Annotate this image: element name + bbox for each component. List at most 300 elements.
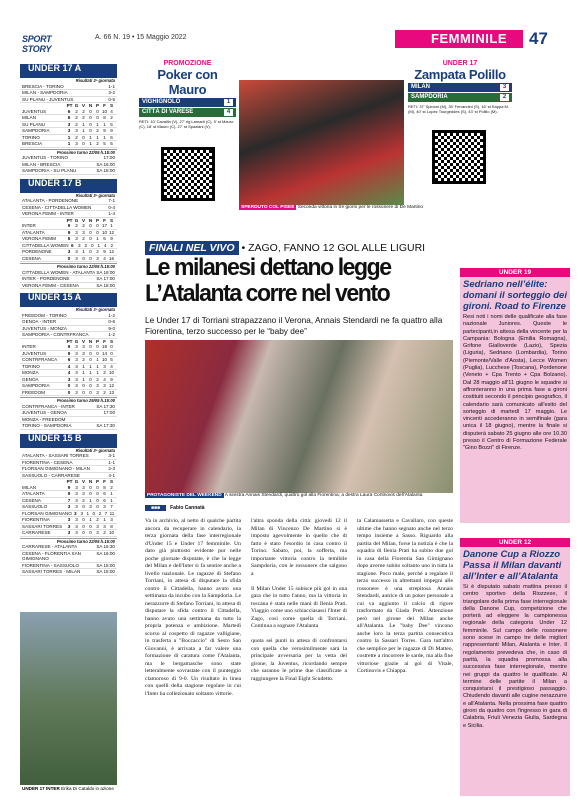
table-cell: 0 bbox=[96, 497, 99, 503]
table-cell: 0 bbox=[96, 108, 99, 114]
table-cell: 0 bbox=[67, 255, 71, 261]
table-cell: VERONA FEMM bbox=[22, 236, 56, 241]
table-cell: 0 bbox=[89, 376, 92, 382]
table-cell: 3 bbox=[75, 497, 78, 503]
table-cell: 9 bbox=[110, 376, 113, 382]
score: 2-3 bbox=[108, 466, 115, 471]
table-cell: 1 bbox=[82, 370, 85, 375]
header-cell: F bbox=[103, 217, 106, 223]
team-name: SAMPDORIA bbox=[411, 94, 448, 100]
table-cell: 9 bbox=[103, 128, 106, 133]
table-cell: CESENA bbox=[22, 255, 41, 261]
header-cell: N bbox=[88, 338, 93, 344]
match: CESENA - CITTADELLA WOMEN bbox=[22, 204, 92, 210]
table-cell: 9 bbox=[110, 236, 113, 241]
match: VERONA FEMM - INTER bbox=[22, 211, 74, 216]
table-row bbox=[20, 141, 117, 148]
top-photo-caption bbox=[239, 205, 569, 210]
table-cell: 0 bbox=[96, 229, 99, 235]
table-cell: 0 bbox=[89, 121, 92, 127]
team-score: 1 bbox=[224, 99, 233, 106]
fixture-row bbox=[20, 283, 117, 290]
fixture-row bbox=[20, 551, 117, 563]
table-cell: 5 bbox=[110, 357, 113, 362]
qr-code-icon[interactable] bbox=[161, 147, 215, 201]
table-cell: 10 bbox=[108, 530, 115, 535]
score: 1-2 bbox=[108, 312, 115, 318]
table-cell: 9 bbox=[67, 484, 71, 490]
table-cell: 7 bbox=[67, 497, 71, 503]
table-cell: 3 bbox=[75, 363, 78, 369]
table-cell: 0 bbox=[82, 530, 85, 535]
table-cell: 1 bbox=[67, 134, 71, 140]
match: JUVENTUS - MONZA bbox=[22, 325, 67, 331]
promo-title: Poker con Mauro bbox=[157, 67, 218, 97]
table-cell: 0 bbox=[110, 350, 113, 356]
table-cell: 3 bbox=[67, 504, 71, 509]
article-body-col3: ta Calamassetta e Cavallaro, con queste ultime che hanno segnato anche nel terzo tempo insieme a Sasso. Riguardo alla partita del Milan, forse la notizia è che la squadra di Ilenia Prati ha subito due gol in casa della Florentia San Gimignano dopo averne subito soltanto uno in tutta la stagione. Poco male, perché a regalare il terzo successo in altrettanti impegni alle rossonere è una strepitosa Annais Stendardi, autrice di un poker personale a cui va aggiunto il calcio di rigore trasformato da Giada Preti. Attenzione però nel girone del Milan anche all'Atalanta. Le "baby Dee" vincono anche loro la terza partita consecutiva contro la Sassari Torres. Gara tutt'altro che semplice per le ragazze di Di Matteo, costrette a rincorrere le sarde, ma alla fine vittoriose grazie ai gol di Vitale, Cortinovis e Chiappa. bbox=[357, 518, 453, 674]
header-cell: F bbox=[103, 103, 106, 108]
match: CONTRFRANCA - INTER bbox=[22, 403, 75, 409]
match: INTER - PORDENONE bbox=[22, 276, 70, 281]
next-round-label: Prossimo turno 29/05 h.15:00 bbox=[20, 397, 117, 404]
table-cell: 6 bbox=[67, 236, 71, 241]
promo-tag: PROMOZIONE bbox=[163, 60, 212, 67]
table-cell: 3 bbox=[75, 236, 78, 241]
caption-text: Erika Di Cataldo in azione bbox=[61, 786, 114, 791]
table-cell: 2 bbox=[75, 223, 78, 228]
table-cell: 2 bbox=[103, 370, 106, 375]
table-cell: 1 bbox=[82, 128, 85, 133]
player-photo-caption bbox=[20, 785, 117, 792]
table-cell: 0 bbox=[89, 128, 92, 133]
team-score: 3 bbox=[500, 84, 509, 91]
table-cell: 7 bbox=[110, 504, 113, 509]
match: SU PLANU - JUVENTUS bbox=[22, 96, 74, 102]
group-title: UNDER 17 B bbox=[20, 179, 117, 193]
match: CITTADELLA WOMEN - ATALANTA bbox=[22, 269, 96, 275]
table-cell: 9 bbox=[67, 223, 71, 228]
table-row bbox=[20, 530, 117, 537]
table-cell: 0 bbox=[92, 510, 96, 516]
article-photo-caption bbox=[145, 493, 453, 498]
table-cell: 2 bbox=[96, 249, 99, 254]
header-cell: V bbox=[81, 338, 86, 344]
table-cell: 6 bbox=[110, 134, 113, 140]
match: ATALANTA - SASSARI TORRES bbox=[22, 453, 89, 458]
table-cell: 5 bbox=[110, 141, 113, 146]
table-cell: 6 bbox=[71, 242, 74, 248]
header-cell: N bbox=[88, 217, 93, 223]
kickoff: SA 16:00 bbox=[96, 550, 115, 556]
table-cell: SAMPDORIA bbox=[22, 383, 50, 388]
table-cell: 3 bbox=[67, 249, 71, 254]
table-cell: 0 bbox=[89, 229, 92, 235]
table-cell: 10 bbox=[108, 370, 115, 375]
table-cell: 0 bbox=[82, 255, 85, 261]
author-name: Fabio Cannatà bbox=[170, 505, 205, 511]
table-cell: 6 bbox=[103, 491, 106, 496]
table-cell: 3 bbox=[75, 344, 78, 349]
table-cell: MONZA bbox=[22, 370, 39, 375]
table-cell: 0 bbox=[91, 242, 94, 248]
table-cell: MILAN bbox=[22, 484, 37, 490]
table-cell: 1 bbox=[89, 134, 92, 140]
header-cell: V bbox=[81, 103, 86, 108]
table-cell: 9 bbox=[67, 229, 71, 235]
table-cell: 3 bbox=[75, 484, 78, 490]
match: TORINO - SAMPDORIA bbox=[22, 423, 72, 428]
table-cell: 9 bbox=[67, 350, 71, 356]
header-cell: P bbox=[95, 103, 100, 108]
team-name: VIGHIGNOLO bbox=[142, 99, 181, 105]
table-cell: 3 bbox=[75, 504, 78, 509]
table-cell: 2 bbox=[96, 517, 99, 522]
table-cell: 2 bbox=[84, 242, 88, 248]
table-cell: 0 bbox=[82, 389, 85, 395]
table-cell: 1 bbox=[96, 134, 99, 140]
table-cell: 12 bbox=[108, 249, 115, 254]
table-cell: 2 bbox=[82, 357, 85, 362]
match: FIORENTINA - SASSUOLO bbox=[22, 562, 79, 568]
header-cell: PT bbox=[66, 103, 73, 108]
group-title: UNDER 17 A bbox=[20, 64, 117, 78]
score: 0-5 bbox=[108, 96, 115, 102]
header-cell: S bbox=[109, 338, 114, 344]
table-cell: 3 bbox=[80, 510, 83, 516]
table-cell: 2 bbox=[96, 141, 99, 146]
table-cell: 3 bbox=[75, 517, 78, 522]
table-cell: 4 bbox=[104, 242, 107, 248]
kickoff: SA 17:30 bbox=[96, 403, 115, 409]
table-cell: 3 bbox=[75, 370, 78, 375]
table-cell: CONTRFRANCA bbox=[22, 357, 58, 362]
match: MONZA - FREEDOM bbox=[22, 416, 66, 422]
table-cell: 3 bbox=[103, 363, 106, 369]
table-cell: SAMPDORIA bbox=[22, 128, 50, 133]
table-cell: 3 bbox=[75, 389, 78, 395]
table-cell: FIORENTINA bbox=[22, 517, 50, 522]
table-cell: 1 bbox=[96, 121, 99, 127]
table-cell: 2 bbox=[82, 108, 85, 114]
header-cell: P bbox=[95, 479, 100, 484]
kickoff: 17:00 bbox=[103, 155, 115, 160]
score-row-2 bbox=[408, 93, 512, 102]
table-cell: 2 bbox=[75, 108, 78, 114]
section-title: FEMMINILE bbox=[395, 30, 523, 48]
table-cell: 3 bbox=[67, 121, 71, 127]
table-cell: SASSUOLO bbox=[22, 504, 48, 509]
article-kicker bbox=[145, 242, 445, 254]
header-cell: S bbox=[109, 217, 114, 223]
table-cell: 1 bbox=[103, 134, 106, 140]
table-cell: 1 bbox=[97, 242, 101, 248]
next-round-label: Prossimo turno 22/05 h.15:00 bbox=[20, 149, 117, 156]
sidebar-body: Si è disputato sabato mattina presso il centro sportivo della Riozzese, il triangolare della prima fase interregionale della Danone Cup, competizione che porterà ad eleggere la campionessa regionale della categoria Under 12 femminile. Sul campo delle rossonere sono scese in campo tre delle migliori rappresentanti Milan, Atalanta e Inter. Il regolamento prevedeva che, in caso di parità, la squadra promossa alla successiva fase interregionale, mentre nei gruppi da quattro le qualificate. Al termine delle partite il Milan a conquistarsi il prestigioso passaggio. Chiudendo davanti alle cugine nerazzurre e all'Atalanta. Nella prossima fase quattro gironi da quattro con l'ingresso in gara di Calabria, Friuli Venezia Giulia, Sardegna e Sicilia. bbox=[463, 584, 567, 729]
table-cell: 4 bbox=[110, 108, 113, 114]
sidebar-box-under19 bbox=[460, 268, 570, 523]
match: SAMPDORIA - SU PLANU bbox=[22, 168, 77, 173]
page-number: 47 bbox=[529, 29, 548, 48]
promo-box-promozione bbox=[139, 60, 236, 220]
table-cell: 1 bbox=[89, 370, 92, 375]
match: JUVENTUS - TORINO bbox=[22, 155, 69, 160]
table-cell: 1 bbox=[103, 517, 106, 522]
table-cell: TORINO bbox=[22, 134, 40, 140]
table-cell: 2 bbox=[103, 389, 106, 395]
table-cell: 3 bbox=[103, 523, 106, 529]
caption-text: Seconda vittoria in tre giorni per le rossonere di De Martino bbox=[297, 205, 424, 210]
issue-info: A. 66 N. 19 • 15 Maggio 2022 bbox=[95, 34, 187, 41]
table-cell: 19 bbox=[101, 344, 108, 349]
article-headline: Le milanesi dettano legge L’Atalanta corre nel vento bbox=[145, 254, 391, 307]
table-cell: CESENA bbox=[22, 497, 41, 503]
match: FREEDOM - TORINO bbox=[22, 312, 67, 318]
group-title: UNDER 15 A bbox=[20, 293, 117, 307]
table-cell: 3 bbox=[75, 141, 78, 146]
header-cell: F bbox=[103, 338, 106, 344]
table-cell: 0 bbox=[82, 383, 85, 388]
table-cell: 0 bbox=[96, 223, 99, 228]
table-cell: 3 bbox=[67, 128, 71, 133]
table-cell: 6 bbox=[67, 108, 71, 114]
table-cell: 9 bbox=[67, 344, 71, 349]
table-cell: 9 bbox=[67, 491, 71, 496]
table-cell: 3 bbox=[75, 229, 78, 235]
article-body-col2: l'altra sponda della città: giovedì 12 il Milan di Vincenzo De Martino si è imposto agevolmente in quello che di fatto è stato l'esordio in casa contro il Torino. Sabato, poi, la sofferta, ma importante vittoria contro la temibile Sampdoria, con le rossonere che salgono a Il Milan Under 15 subisce più gol in una gara che in tutto l'anno, ma la vittoria in toscana è stata nelle mani di Ilenia Prati. Viaggio come uno schiacciasassi l'Inter di Zago, così come quella di Torriani. Continua a sognare l'Atalanta quota sei punti in attesa di confrontarsi con quella che verosimilmente sarà la principale avversaria per la vetta del girone, la Juventus, ricordando sempre che saranno le prime due classificate a raggiungere la Final Eight Scudetto. bbox=[251, 518, 347, 682]
table-cell: 0 bbox=[89, 383, 92, 388]
table-cell: 6 bbox=[103, 497, 106, 503]
table-cell: 1 bbox=[67, 141, 71, 146]
match: VERONA FEMM - CESENA bbox=[22, 282, 79, 288]
table-cell: 9 bbox=[110, 128, 113, 133]
team-celebration-photo bbox=[239, 80, 404, 205]
kickoff: SA 15:00 bbox=[96, 562, 115, 568]
header-cell: V bbox=[81, 479, 86, 484]
table-cell: FREEDOM bbox=[22, 389, 45, 395]
sidebar-box-under12 bbox=[460, 538, 570, 796]
table-cell: 2 bbox=[98, 510, 102, 516]
table-cell: TORINO bbox=[22, 363, 40, 369]
table-cell: 0 bbox=[89, 357, 92, 362]
promo-box-under17 bbox=[408, 60, 512, 220]
table-cell: FLORSAN GIMIGNANO bbox=[22, 510, 72, 516]
byline-bar: ■■■ bbox=[145, 505, 166, 511]
table-cell: 11 bbox=[109, 510, 115, 516]
kickoff: SA 16:30 bbox=[96, 544, 115, 549]
results-label: Risultati 3ª giornata bbox=[75, 447, 115, 453]
table-cell: 0 bbox=[89, 249, 92, 254]
match: SASSARI TORRES - MILAN bbox=[22, 569, 81, 574]
fixture-row bbox=[20, 423, 117, 430]
score: 3-2 bbox=[108, 90, 115, 95]
table-cell: 0 bbox=[67, 383, 71, 388]
table-cell: 2 bbox=[75, 115, 78, 120]
table-cell: 0 bbox=[96, 344, 99, 349]
table-cell: 2 bbox=[82, 223, 85, 228]
table-cell: 2 bbox=[82, 236, 85, 241]
table-cell: 3 bbox=[67, 523, 71, 529]
table-cell: 1 bbox=[89, 363, 92, 369]
score: 0-6 bbox=[108, 319, 115, 324]
goal-scorers: RETI: 37' Spinoni (M), 39' Ferrannini (S), 16' st Kappa M. (M), 40' st Lopez Tourgeddes (S), 43' st Polillo (M). bbox=[408, 104, 509, 114]
header-cell: G bbox=[74, 103, 79, 108]
caption-tag: SPERDUTO COL PISEE bbox=[241, 205, 295, 210]
table-cell: 0 bbox=[82, 141, 85, 146]
header-cell: G bbox=[74, 479, 79, 484]
table-cell: 3 bbox=[103, 383, 106, 388]
sidebar-tag: UNDER 12 bbox=[460, 538, 570, 547]
table-cell: 0 bbox=[89, 115, 92, 120]
table-cell: 7 bbox=[104, 510, 108, 516]
table-cell: 0 bbox=[82, 504, 85, 509]
table-cell: 0 bbox=[96, 491, 99, 496]
header-cell: P bbox=[95, 338, 100, 344]
qr-code-icon[interactable] bbox=[432, 130, 486, 184]
score: 1-1 bbox=[108, 459, 115, 465]
table-cell: 1 bbox=[89, 141, 92, 146]
table-cell: 6 bbox=[67, 357, 71, 362]
table-cell: 3 bbox=[75, 128, 78, 133]
score: 1-4 bbox=[108, 211, 115, 216]
table-cell: 3 bbox=[96, 523, 99, 529]
match: GENOA - INTER bbox=[22, 319, 57, 324]
table-cell: 1 bbox=[82, 249, 85, 254]
table-cell: 16 bbox=[108, 255, 115, 261]
match: CESENA - FLORENTIA SAN GIMIGNANO bbox=[22, 550, 81, 561]
table-cell: 3 bbox=[89, 504, 92, 509]
table-cell: 8 bbox=[103, 115, 106, 120]
table-cell: 0 bbox=[89, 491, 92, 496]
sidebar-title: Sedriano nell’élite: domani il sorteggio dei gironi. Road to Firenze bbox=[463, 279, 567, 312]
table-cell: INTER bbox=[22, 344, 36, 349]
table-cell: 2 bbox=[82, 115, 85, 120]
table-cell: 3 bbox=[96, 530, 99, 535]
kickoff: SA 15:00 bbox=[96, 168, 115, 173]
table-cell: 0 bbox=[96, 484, 99, 490]
masthead-logo: SPORT STORY bbox=[22, 34, 52, 54]
team-score: 2 bbox=[500, 94, 509, 101]
table-cell: CITTADELLA WOMEN bbox=[22, 242, 69, 248]
table-cell: 12 bbox=[108, 229, 115, 235]
promo-tag: UNDER 17 bbox=[442, 60, 478, 67]
table-cell: 3 bbox=[82, 484, 85, 490]
table-cell: SASSARI TORRES bbox=[22, 523, 63, 529]
table-cell: JUVENTUS bbox=[22, 350, 47, 356]
table-cell: 2 bbox=[110, 115, 113, 120]
table-cell: 2 bbox=[75, 134, 78, 140]
match: MILAN - SAMPDORIA bbox=[22, 90, 68, 95]
table-cell: 0 bbox=[89, 236, 92, 241]
table-cell: 3 bbox=[82, 491, 85, 496]
table-cell: 9 bbox=[103, 249, 106, 254]
kickoff: 17:00 bbox=[103, 410, 115, 415]
table-cell: 1 bbox=[96, 363, 99, 369]
table-cell: 0 bbox=[96, 115, 99, 120]
results-label: Risultati 3ª giornata bbox=[75, 192, 115, 198]
score: 1-1 bbox=[108, 83, 115, 89]
team-name: CITTÀ DI VARESE bbox=[142, 109, 194, 115]
table-cell: 1 bbox=[103, 121, 106, 127]
score: 9-0 bbox=[108, 325, 115, 331]
table-cell: 0 bbox=[96, 350, 99, 356]
table-cell: 1 bbox=[96, 236, 99, 241]
article-byline bbox=[145, 505, 205, 511]
header-cell: N bbox=[88, 103, 93, 108]
table-cell: 13 bbox=[108, 389, 115, 395]
table-cell: 1 bbox=[86, 510, 90, 516]
table-cell: 17 bbox=[101, 223, 108, 228]
promo-title: Zampata Polillo bbox=[414, 67, 506, 82]
score-row-1 bbox=[139, 98, 236, 107]
table-cell: 3 bbox=[67, 376, 71, 382]
match: FLORSAN GIMIGNANO - MILAN bbox=[22, 466, 90, 471]
table-cell: 1 bbox=[96, 357, 99, 362]
table-cell: 10 bbox=[101, 229, 108, 235]
table-cell: 0 bbox=[89, 484, 92, 490]
kickoff: SA 17:30 bbox=[96, 423, 115, 428]
article-body-col1: Va in archivio, al netto di qualche partita ancora da recuperare in calendario, la terza giornata della fase interregionale d'Under 15 e Under 17 femminile. Un dato già piuttosto evidente pur nelle poche giornate disputate, è che la legge del Milan e dell'Inter si fa sentire anche a livello nazionale. Le ragazze di Stefano Torriani, in attesa di disputare la sfida contro il Cittadella, hanno avuto una settimana da incubo con la Sampdoria. Le nerazzurre di Stefano Torriani, in attesa di disputare la sfida contro il Cittadella, hanno avuto una settimana da tutto la propria potenza e ambizione. Martedì scorso al cospetto di ragazze valligiane, in trasferta a "Boccaccio" di Sesto San Giovanni, è arrivata a far valere una formazione di caratura come l'Atalanta, ma le bergamasche sono state letteralmente sovrastate con il punteggio clamoroso di 9-0. Un risultato in linea con quelli della stagione regolare in cui l'Inter ha collezionato soltanto vittorie. bbox=[145, 518, 241, 697]
table-cell: 3 bbox=[75, 530, 78, 535]
table-cell: 3 bbox=[75, 249, 78, 254]
match: JUVENTUS - GENOA bbox=[22, 410, 67, 415]
table-cell: GENOA bbox=[22, 376, 39, 382]
table-cell: 3 bbox=[110, 517, 113, 522]
table-cell: 2 bbox=[103, 530, 106, 535]
table-cell: 4 bbox=[110, 363, 113, 369]
table-cell: 1 bbox=[89, 497, 92, 503]
match: SASSUOLO - CARRARESE bbox=[22, 472, 80, 478]
table-cell: 2 bbox=[75, 121, 78, 127]
score: 0-4 bbox=[108, 204, 115, 210]
table-cell: 1 bbox=[82, 363, 85, 369]
table-cell: 0 bbox=[82, 517, 85, 522]
table-cell: CARRARESE bbox=[22, 530, 51, 535]
table-cell: 3 bbox=[75, 376, 78, 382]
table-cell: 3 bbox=[82, 229, 85, 235]
table-cell: 1 bbox=[82, 121, 85, 127]
table-cell: 1 bbox=[82, 376, 85, 382]
article-deck: Le Under 17 di Torriani strapazzano il Verona, Annais Stendardi ne fa quattro alla Fiorentina, terzo successo per le “baby dee” bbox=[145, 315, 443, 336]
table-cell: 0 bbox=[89, 530, 92, 535]
table-cell: 0 bbox=[89, 523, 92, 529]
table-cell: 4 bbox=[103, 376, 106, 382]
table-cell: JUVENTUS bbox=[22, 108, 47, 114]
table-cell: 5 bbox=[103, 141, 106, 146]
table-cell: 0 bbox=[89, 108, 92, 114]
sidebar-body: Resi noti i nomi delle qualificate alla fase nazionale Juniores. Queste le partecipanti,in attesa della vincente per la Campania: Bologna (Emilia Romagna), Grifone Gialloverde (Lazio), Spezia (Liguria), Sedriano (Lombardia), Torino (Piemonte/Valle d'Aosta), Lecce Women (Puglia), Lucchese (Toscana), Pordenone (Veneto + Cpa Trento + Cpa Bolzano). Dal 28 maggio all'11 giugno le squadre si affronteranno in una prima fase a gironi costituiti secondo il principio geografico, il calendario sarà comunicato all'esito del sorteggio di martedì 17 maggio. Le vincenti accederanno in semifinale (gara unica il 18 giugno), mentre la finale si disputerà sabato 25 giugno alle ore 10.30 presso il Centro di Formazione Federale "Gino Bozzi" di Firenze. bbox=[463, 314, 567, 452]
match: SAMPDORIA - CONTRFRANCA bbox=[22, 332, 89, 337]
match: FIORENTINA - CESENA bbox=[22, 459, 73, 465]
kicker-text: • ZAGO, FANNO 12 GOL ALLE LIGURI bbox=[241, 242, 426, 254]
next-round-label: Prossimo turno 22/05 h.15:00 bbox=[20, 263, 117, 270]
table-cell: SU PLANU bbox=[22, 121, 45, 127]
match: CARRARESE - ATALANTA bbox=[22, 544, 78, 549]
score-row-2 bbox=[139, 108, 236, 117]
article-photo bbox=[145, 340, 453, 493]
table-cell: 2 bbox=[96, 376, 99, 382]
group-title: UNDER 15 B bbox=[20, 434, 117, 448]
table-cell: 1 bbox=[110, 491, 113, 496]
table-row bbox=[20, 256, 117, 263]
header-cell: S bbox=[109, 479, 114, 484]
fixture-row bbox=[20, 168, 117, 175]
table-cell: 10 bbox=[101, 108, 108, 114]
table-cell: 8 bbox=[110, 523, 113, 529]
header-cell: P bbox=[95, 217, 100, 223]
table-cell: 1 bbox=[96, 370, 99, 375]
table-cell: 8 bbox=[103, 484, 106, 490]
